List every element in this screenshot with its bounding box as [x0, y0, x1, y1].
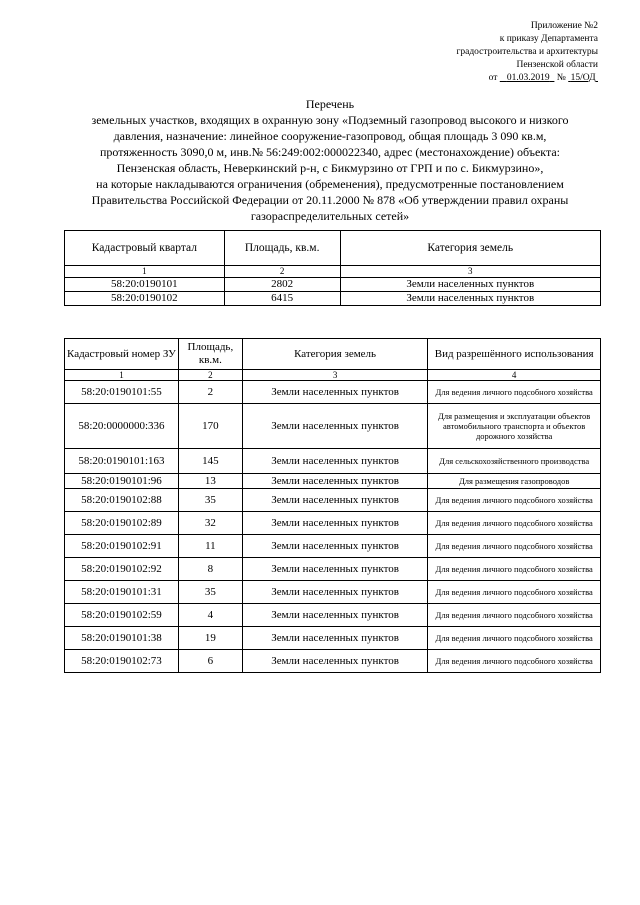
- cell-quarter: 58:20:0190101: [65, 278, 225, 292]
- title-line-8: газораспределительных сетей»: [250, 209, 410, 223]
- title-line-4: протяженность 3090,0 м, инв.№ 56:249:002:000022340, адрес (местонахождение) объекта:: [99, 145, 561, 159]
- table-row: [65, 489, 601, 512]
- cell-cadastral-number: 58:20:0190101:96: [65, 474, 179, 489]
- cell-permitted-use: Для размещения газопроводов: [428, 474, 601, 489]
- table-row: [65, 292, 601, 306]
- cell-area: 6415: [224, 292, 340, 306]
- cell-category: Земли населенных пунктов: [242, 404, 427, 449]
- cell-cadastral-number: 58:20:0190101:55: [65, 381, 179, 404]
- table-row: [65, 535, 601, 558]
- cell-cadastral-number: 58:20:0190101:31: [65, 581, 179, 604]
- cell-category: Земли населенных пунктов: [242, 512, 427, 535]
- table-row: [65, 581, 601, 604]
- header-cadastral-number: Кадастровый номер ЗУ: [65, 339, 179, 370]
- table-row: [65, 627, 601, 650]
- cell-cadastral-number: 58:20:0190102:73: [65, 650, 179, 673]
- cell-area: 32: [178, 512, 242, 535]
- cell-permitted-use: Для ведения личного подсобного хозяйства: [428, 381, 601, 404]
- header-land-category: Категория земель: [340, 231, 600, 266]
- column-number: 2: [224, 266, 340, 278]
- annex-date-prefix: от: [488, 73, 498, 83]
- table-row: [65, 449, 601, 474]
- header-area: Площадь, кв.м.: [224, 231, 340, 266]
- annex-order-ref: к приказу Департамента: [499, 34, 598, 44]
- table-header-row: [65, 339, 601, 370]
- cell-cadastral-number: 58:20:0190102:91: [65, 535, 179, 558]
- cell-cadastral-number: 58:20:0190101:38: [65, 627, 179, 650]
- cell-area: 8: [178, 558, 242, 581]
- cell-permitted-use: Для размещения и эксплуатации объектов автомобильного транспорта и объектов дорожного хозяйства: [428, 404, 601, 449]
- cell-cadastral-number: 58:20:0000000:336: [65, 404, 179, 449]
- header-land-category: Категория земель: [242, 339, 427, 370]
- cell-category: Земли населенных пунктов: [242, 604, 427, 627]
- annex-department: градостроительства и архитектуры: [456, 47, 598, 57]
- cell-category: Земли населенных пунктов: [242, 489, 427, 512]
- title-line-2: земельных участков, входящих в охранную зону «Подземный газопровод высокого и низкого: [91, 113, 569, 127]
- column-number: 4: [428, 370, 601, 381]
- cell-area: 4: [178, 604, 242, 627]
- cell-permitted-use: Для ведения личного подсобного хозяйства: [428, 558, 601, 581]
- cell-permitted-use: Для ведения личного подсобного хозяйства: [428, 512, 601, 535]
- cell-category: Земли населенных пунктов: [242, 581, 427, 604]
- cadastral-quarters-table: [64, 230, 601, 306]
- cell-category: Земли населенных пунктов: [242, 449, 427, 474]
- column-number: 1: [65, 370, 179, 381]
- cell-area: 35: [178, 581, 242, 604]
- title-line-3: давления, назначение: линейное сооружение-газопровод, общая площадь 3 090 кв.м,: [113, 129, 547, 143]
- cell-category: Земли населенных пунктов: [340, 292, 600, 306]
- cell-area: 170: [178, 404, 242, 449]
- title-line-7: Правительства Российской Федерации от 20.11.2000 № 878 «Об утверждении правил охраны: [91, 193, 569, 207]
- column-number: 2: [178, 370, 242, 381]
- cell-category: Земли населенных пунктов: [242, 558, 427, 581]
- cell-cadastral-number: 58:20:0190101:163: [65, 449, 179, 474]
- land-plots-table: [64, 338, 601, 673]
- table-number-row: [65, 370, 601, 381]
- title-line-1: Перечень: [305, 97, 355, 111]
- cell-category: Земли населенных пунктов: [242, 535, 427, 558]
- cell-permitted-use: Для сельскохозяйственного производства: [428, 449, 601, 474]
- table-row: [65, 604, 601, 627]
- title-line-5: Пензенская область, Неверкинский р-н, с Бикмурзино от ГРП и по с. Бикмурзино»,: [116, 161, 544, 175]
- annex-title: Приложение №2: [530, 21, 598, 31]
- cell-area: 11: [178, 535, 242, 558]
- header-permitted-use: Вид разрешённого использования: [428, 339, 601, 370]
- annex-date-value: 01.03.2019: [506, 73, 550, 83]
- table-row: [65, 474, 601, 489]
- annex-header: [378, 20, 598, 85]
- table-row: [65, 278, 601, 292]
- annex-number-prefix: №: [556, 73, 566, 83]
- table-row: [65, 512, 601, 535]
- cell-area: 145: [178, 449, 242, 474]
- cell-permitted-use: Для ведения личного подсобного хозяйства: [428, 489, 601, 512]
- table-row: [65, 558, 601, 581]
- cell-cadastral-number: 58:20:0190102:92: [65, 558, 179, 581]
- cell-category: Земли населенных пунктов: [242, 381, 427, 404]
- cell-quarter: 58:20:0190102: [65, 292, 225, 306]
- column-number: 1: [65, 266, 225, 278]
- cell-permitted-use: Для ведения личного подсобного хозяйства: [428, 535, 601, 558]
- table-row: [65, 381, 601, 404]
- cell-area: 2: [178, 381, 242, 404]
- table-number-row: [65, 266, 601, 278]
- table-row: [65, 404, 601, 449]
- column-number: 3: [340, 266, 600, 278]
- title-line-6: на которые накладываются ограничения (обременения), предусмотренные постановлением: [96, 177, 564, 191]
- annex-number: [568, 73, 598, 83]
- cell-permitted-use: Для ведения личного подсобного хозяйства: [428, 627, 601, 650]
- cell-cadastral-number: 58:20:0190102:89: [65, 512, 179, 535]
- cell-category: Земли населенных пунктов: [242, 627, 427, 650]
- cell-area: 2802: [224, 278, 340, 292]
- annex-date: [500, 73, 555, 83]
- cell-category: Земли населенных пунктов: [242, 474, 427, 489]
- table-header-row: [65, 231, 601, 266]
- cell-area: 6: [178, 650, 242, 673]
- cell-permitted-use: Для ведения личного подсобного хозяйства: [428, 604, 601, 627]
- cell-area: 13: [178, 474, 242, 489]
- annex-number-value: 15/ОД: [570, 73, 596, 83]
- annex-date-line: [378, 72, 598, 85]
- cell-category: Земли населенных пунктов: [242, 650, 427, 673]
- cell-permitted-use: Для ведения личного подсобного хозяйства: [428, 650, 601, 673]
- cell-category: Земли населенных пунктов: [340, 278, 600, 292]
- cell-cadastral-number: 58:20:0190102:59: [65, 604, 179, 627]
- header-cadastral-quarter: Кадастровый квартал: [65, 231, 225, 266]
- annex-region: Пензенской области: [516, 60, 598, 70]
- cell-area: 35: [178, 489, 242, 512]
- table-row: [65, 650, 601, 673]
- cell-area: 19: [178, 627, 242, 650]
- cell-cadastral-number: 58:20:0190102:88: [65, 489, 179, 512]
- header-area: Площадь, кв.м.: [178, 339, 242, 370]
- cell-permitted-use: Для ведения личного подсобного хозяйства: [428, 581, 601, 604]
- document-title: [40, 96, 620, 224]
- column-number: 3: [242, 370, 427, 381]
